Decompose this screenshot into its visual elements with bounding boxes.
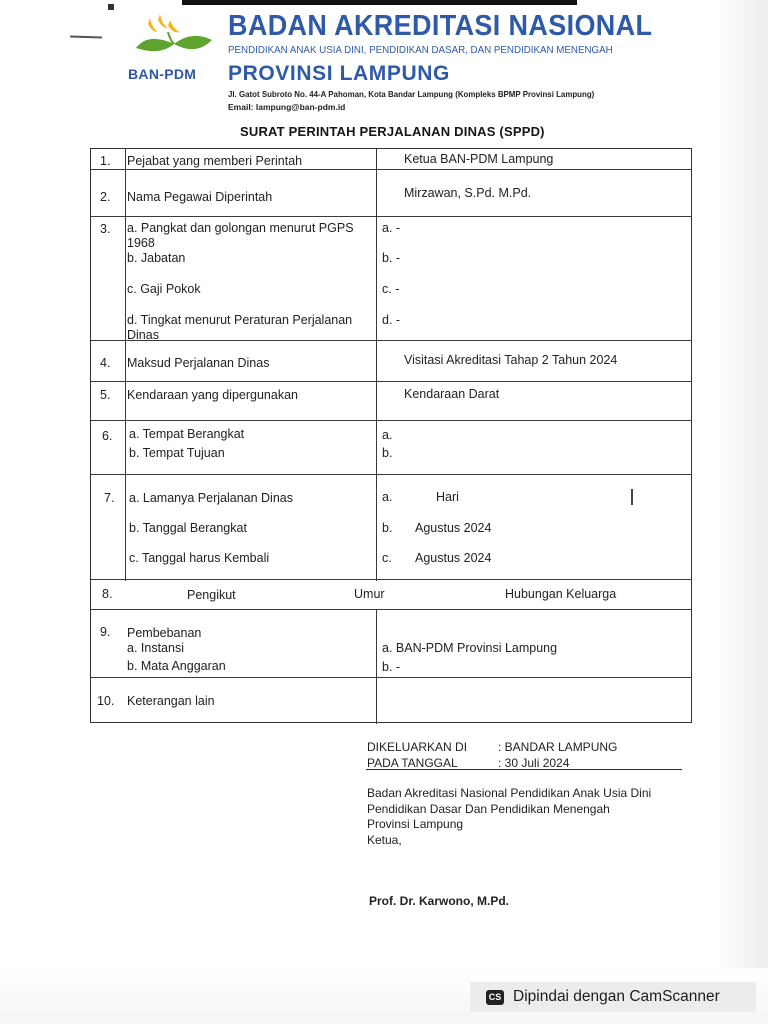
row-value: d. -: [382, 313, 401, 327]
row-label: Pembebanan: [127, 626, 202, 640]
column-header-pengikut: Pengikut: [187, 588, 236, 602]
row-value: Ketua BAN-PDM Lampung: [404, 152, 554, 166]
statement-line: Pendidikan Dasar Dan Pendidikan Menengah: [367, 801, 610, 816]
issued-date-value: : 30 Juli 2024: [498, 756, 570, 770]
issued-place-value: : BANDAR LAMPUNG: [498, 740, 618, 754]
row-value: a.: [382, 428, 393, 442]
org-address: Jl. Gatot Subroto No. 44-A Pahoman, Kota Bandar Lampung (Kompleks BPMP Provinsi Lampung): [228, 89, 595, 99]
row-value: Hari: [436, 490, 459, 504]
camscanner-text: Dipindai dengan CamScanner: [513, 988, 720, 1005]
row-value-prefix: a.: [382, 490, 393, 504]
row-value: Agustus 2024: [415, 551, 492, 565]
logo-text: BAN-PDM: [128, 66, 197, 82]
scan-mark: [108, 4, 114, 10]
document-title: SURAT PERINTAH PERJALANAN DINAS (SPPD): [240, 124, 545, 139]
row-number: 10.: [97, 694, 115, 708]
row-number: 9.: [100, 625, 111, 639]
pen-mark: [70, 35, 102, 38]
row-value-prefix: c.: [382, 551, 392, 565]
row-number: 2.: [100, 190, 111, 204]
column-divider: [376, 149, 377, 581]
row-number: 1.: [100, 154, 111, 168]
column-divider: [125, 149, 126, 581]
row-label: b. Tanggal Berangkat: [129, 521, 247, 535]
row-label: Kendaraan yang dipergunakan: [127, 388, 298, 402]
divider: [366, 769, 682, 770]
row-label: Pejabat yang memberi Perintah: [127, 154, 303, 168]
row-value: b. -: [382, 251, 401, 265]
row-number: 8.: [102, 587, 113, 601]
row-label: b. Mata Anggaran: [127, 659, 226, 673]
row-label: a. Tempat Berangkat: [129, 427, 245, 441]
row-value: Kendaraan Darat: [404, 387, 500, 401]
row-number: 5.: [100, 388, 111, 402]
row-divider: [91, 381, 691, 382]
column-header-hubungan: Hubungan Keluarga: [505, 587, 617, 601]
row-number: 4.: [100, 356, 111, 370]
row-label: c. Gaji Pokok: [127, 282, 201, 296]
column-header-umur: Umur: [354, 587, 385, 601]
pen-mark: [631, 489, 633, 505]
row-label: Maksud Perjalanan Dinas: [127, 356, 270, 370]
row-number: 6.: [102, 429, 113, 443]
scan-shadow-right: [716, 0, 768, 1024]
row-value: Mirzawan, S.Pd. M.Pd.: [404, 186, 532, 200]
row-label: a. Lamanya Perjalanan Dinas: [129, 491, 293, 505]
row-label: Nama Pegawai Diperintah: [127, 190, 273, 204]
org-province: PROVINSI LAMPUNG: [228, 62, 450, 85]
issued-date-label: PADA TANGGAL: [367, 756, 458, 770]
issuer-statement: [367, 786, 697, 848]
row-value: Visitasi Akreditasi Tahap 2 Tahun 2024: [404, 353, 618, 367]
statement-line: Provinsi Lampung: [367, 817, 464, 831]
row-value: a. BAN-PDM Provinsi Lampung: [382, 641, 558, 655]
column-divider: [376, 609, 377, 724]
row-value-prefix: b.: [382, 521, 393, 535]
row-divider: [91, 169, 691, 170]
scan-edge-top: [182, 0, 577, 5]
sppd-table: [90, 148, 692, 723]
row-divider: [91, 677, 691, 678]
row-number: 7.: [104, 491, 115, 505]
row-value: Agustus 2024: [415, 521, 492, 535]
camscanner-watermark: [470, 982, 756, 1012]
row-divider: [91, 216, 691, 217]
org-subtitle: PENDIDIKAN ANAK USIA DINI, PENDIDIKAN DASAR, DAN PENDIDIKAN MENENGAH: [228, 44, 613, 56]
row-label: c. Tanggal harus Kembali: [129, 551, 270, 565]
row-number: 3.: [100, 222, 111, 236]
camscanner-icon: CS: [486, 990, 504, 1005]
row-divider: [91, 474, 691, 475]
org-email: Email: lampung@ban-pdm.id: [228, 102, 346, 112]
org-name: BADAN AKREDITASI NASIONAL: [228, 10, 653, 42]
row-label: d. Tingkat menurut Peraturan Perjalanan Dinas: [127, 313, 353, 342]
signer-name: Prof. Dr. Karwono, M.Pd.: [369, 894, 510, 908]
row-label: Keterangan lain: [127, 694, 215, 708]
row-value: a. -: [382, 221, 401, 235]
row-value: b.: [382, 446, 393, 460]
row-divider: [91, 420, 691, 421]
issued-place-label: DIKELUARKAN DI: [367, 740, 468, 754]
statement-line: Badan Akreditasi Nasional Pendidikan Anak Usia Dini: [367, 786, 652, 800]
row-label: b. Tempat Tujuan: [129, 446, 225, 460]
statement-line: Ketua,: [367, 832, 402, 847]
row-label: b. Jabatan: [127, 251, 186, 265]
row-divider: [91, 579, 691, 580]
row-value: c. -: [382, 282, 400, 296]
row-label: a. Pangkat dan golongan menurut PGPS 1968: [127, 221, 354, 250]
row-label: a. Instansi: [127, 641, 184, 655]
row-value: b. -: [382, 660, 401, 674]
row-divider: [91, 609, 691, 610]
